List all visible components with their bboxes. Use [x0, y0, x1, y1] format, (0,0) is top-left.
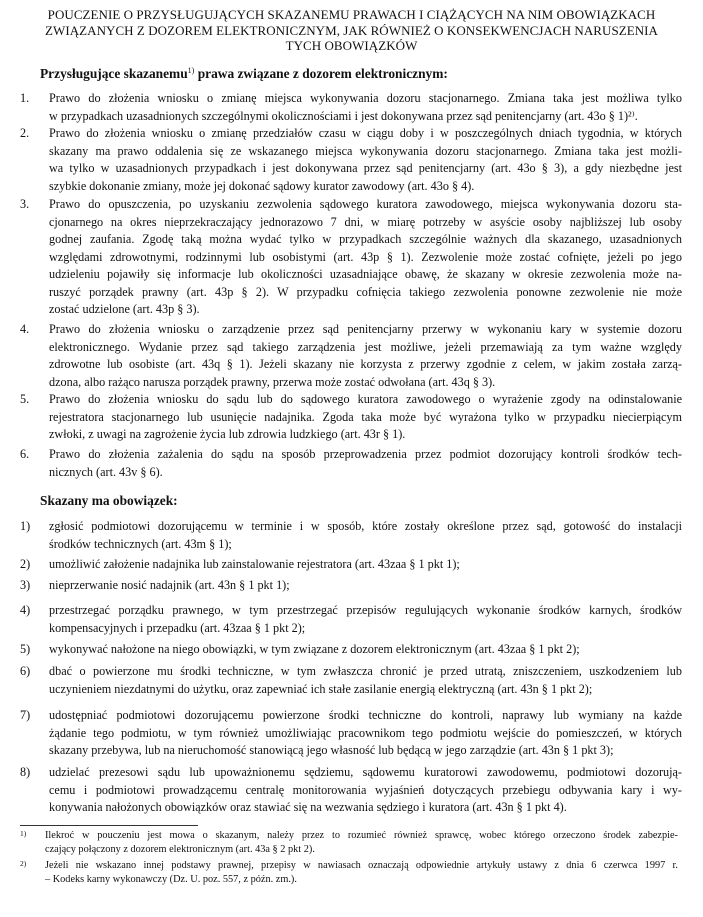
item-text: [49, 602, 682, 637]
item-text: [49, 391, 682, 444]
item-number: 1.: [20, 91, 30, 105]
text-line: Prawo do złożenia wniosku do sądu lub do sądowego kuratora zawodowego o wyrażenie zgody na odinstalowanie: [49, 392, 682, 406]
title-line: ZWIĄZANYCH Z DOZOREM ELEKTRONICZNYM, JAK RÓWNIEŻ O KONSEKWENCJACH NARUSZENIA: [45, 22, 658, 38]
item-text: [49, 90, 682, 125]
text-line: szybkie dokonanie zmiany, może jej dokonać sądowy kurator zawodowy (art. 43o § 4).: [49, 178, 475, 193]
footnote-divider: [20, 825, 198, 826]
text-line: uczynieniem niezdatnymi do użytku, oraz zapewniać ich stałe zasilanie energią elektryczną (art. 43n § 1 pkt 2);: [49, 681, 593, 696]
text-line: skazany przebywa, lub na nieruchomość stanowiącą jego własność lub będącą w jego zarządzie (art. 43n § 1 pkt 3);: [49, 743, 614, 757]
footnote-number: 1): [20, 829, 27, 838]
footnote-line: Jeżeli nie wskazano innej podstawy prawnej, przepisy w nawiasach oznaczają odpowiednie artykuły ustawy z dnia 6 czerwca 1997 r.: [45, 860, 678, 871]
text-line: Prawo do złożenia zażalenia do sądu na sposób przeprowadzenia przez podmiot dozorujący kontroli środków tech-: [49, 447, 682, 461]
item-text: [49, 577, 682, 595]
item-number: 4.: [20, 322, 30, 336]
item-text: [49, 641, 682, 659]
item-number: 6.: [20, 447, 30, 461]
text-line: udzielać prezesowi sądu lub upoważnionemu sędziemu, sądowemu kuratorowi zawodowemu, podmiotowi dozorują-: [49, 765, 682, 779]
title-line: POUCZENIE O PRZYSŁUGUJĄCYCH SKAZANEMU PRAWACH I CIĄŻĄCYCH NA NIM OBOWIĄZKACH: [47, 7, 656, 22]
item-number: 1): [20, 519, 31, 533]
footnote-line: Ilekroć w pouczeniu jest mowa o skazanym, należy przez to rozumieć również sprawcę, wobec którego orzeczono środek zabezpie-: [45, 830, 678, 841]
rights-heading-text-rest: prawa związane z dozorem elektronicznym:: [194, 66, 448, 81]
item-text: [49, 518, 682, 553]
item-number: 2.: [20, 126, 30, 140]
text-line: umożliwić założenie nadajnika lub zainstalowanie rejestratora (art. 43zaa § 1 pkt 1);: [49, 557, 460, 571]
text-line: cemu i podmiotowi prowadzącemu centralę monitorowania wyjaśnień dotyczących przebiegu odbywania kary i wy-: [49, 782, 682, 797]
text-line: skazany ma prawo oddalenia się ze wskazanego miejsca wykonywania dozoru stacjonarnego. Zmiana taka jest możli-: [49, 143, 682, 158]
item-number: 8): [20, 765, 31, 779]
item-number: 4): [20, 603, 31, 617]
item-number: 5.: [20, 392, 30, 406]
footnote-line: – Kodeks karny wykonawczy (Dz. U. poz. 557, z późn. zm.).: [45, 874, 297, 885]
text-line: udostępniać podmiotowi dozorującemu powierzone środki techniczne do kontroli, naprawy lub wymiany na każde: [49, 708, 682, 722]
item-number: 2): [20, 557, 31, 571]
footnote-line: czający połączony z dozorem elektronicznym (art. 43a § 2 pkt 2).: [45, 844, 315, 855]
duties-heading: Skazany ma obowiązek:: [40, 493, 178, 508]
title-line: TYCH OBOWIĄZKÓW: [285, 38, 418, 53]
text-line: godnej zaufania. Zgodę taką można wydać tylko w przypadkach szczególnie ważnych dla skazanego, uzasadnionych: [49, 232, 682, 246]
text-line: wa tylko w uzasadnionych przypadkach i jest dokonywana przez sąd penitencjarny (art. 43o § 3), a gdy niezbędne jest: [49, 161, 682, 175]
item-number: 3.: [20, 197, 30, 211]
text-line: Prawo do złożenia wniosku o zmianę przedziałów czasu w ciągu doby i w poszczególnych dniach tygodnia, w których: [49, 126, 682, 140]
text-line: cjonarnego na okres nieprzekraczający jednorazowo 7 dni, w miarę potrzeby w asyście osoby najbliższej lub osoby: [49, 214, 682, 229]
document-title: [20, 7, 683, 54]
text-line: nieprzerwanie nosić nadajnik (art. 43n § 1 pkt 1);: [49, 578, 290, 592]
item-number: 3): [20, 578, 31, 592]
footnote-text: [45, 829, 678, 857]
rights-heading-text: Przysługujące skazanemu: [40, 66, 188, 81]
text-line: udzieleniu pojawiły się informacje lub okoliczności uzasadniające obawę, że skazany w okresie zezwolenia może na-: [49, 267, 682, 281]
text-line: ruszyć porządek prawny (art. 43p § 2). W przypadku cofnięcia takiego zezwolenia ponowne zezwolenie nie może: [49, 284, 682, 299]
text-line: środków technicznych (art. 43m § 1);: [49, 536, 232, 551]
item-text: [49, 663, 682, 698]
text-line: zgłosić podmiotowi dozorującemu w terminie i w sposób, które zostały określone przez sąd, gotowość do instalacji: [49, 519, 682, 533]
item-number: 5): [20, 642, 31, 656]
text-line: rejestratora stacjonarnego lub usunięcie nadajnika. Zgoda taka może być wyrażona tylko w przypadku niecierpiącym: [49, 409, 682, 424]
item-text: [49, 125, 682, 195]
item-text: [49, 196, 682, 319]
text-line: Prawo do złożenia wniosku o zarządzenie przez sąd penitencjarny przerwy w wykonaniu kary w systemie dozoru: [49, 322, 682, 336]
text-line: dbać o powierzone mu środki techniczne, w tym zwłaszcza chronić je przed utratą, zniszczeniem, uszkodzeniem lub: [49, 664, 682, 678]
footnote-text: [45, 859, 678, 887]
text-line: Prawo do złożenia wniosku o zmianę miejsca wykonywania dozoru stacjonarnego. Zmiana taka jest możliwa tylko: [49, 91, 682, 105]
text-line: względami zdrowotnymi, rodzinnymi lub osobistymi (art. 43p § 1). Zezwolenie może zostać cofnięte, jeżeli po jego: [49, 249, 682, 264]
item-number: 6): [20, 664, 31, 678]
item-number: 7): [20, 708, 31, 722]
text-line: przestrzegać porządku prawnego, w tym przestrzegać przepisów regulujących wykonanie środków karnych, środków: [49, 603, 682, 617]
item-text: [49, 556, 682, 574]
item-text: [49, 764, 682, 817]
text-line: kompensacyjnych i przepadku (art. 43zaa § 1 pkt 2);: [49, 620, 306, 635]
rights-heading: [40, 66, 448, 82]
footnote-number: 2): [20, 859, 27, 868]
text-line: wykonywać nałożone na niego obowiązki, w tym związane z dozorem elektronicznym (art. 43zaa § 1 pkt 2);: [49, 642, 580, 656]
item-text: [49, 707, 682, 760]
text-line: nicznych (art. 43v § 6).: [49, 464, 163, 479]
text-line: żądanie tego podmiotu, w tym również umożliwiając pracownikom tego podmiotu wejście do pomieszczeń, w których: [49, 725, 682, 740]
text-line: zwłoki, z uwagi na zagrożenie życia lub zdrowia ludzkiego (art. 43r § 1).: [49, 427, 406, 441]
text-line: elektronicznego. Wydanie przez sąd takiego zarządzenia jest możliwe, jeżeli przemawiają za tym ważne względy: [49, 339, 682, 354]
text-line: w przypadkach uzasadnionych szczególnymi okolicznościami i jest dokonywana przez sąd penitencjarny (art. 43o § 1)²⁾.: [49, 108, 638, 123]
text-line: konywania nałożonych obowiązków oraz stawiać się na wezwania sędziego i kuratora (art. 43n § 1 pkt 4).: [49, 800, 567, 814]
text-line: zostać udzielone (art. 43p § 3).: [49, 302, 200, 316]
footnote-ref: 1): [187, 66, 195, 75]
text-line: zdrowotne lub osobiste (art. 43q § 1). Jeżeli skazany nie korzysta z przerwy zgodnie z celem, w jakim została zarzą-: [49, 357, 682, 371]
item-text: [49, 446, 682, 481]
text-line: dzona, albo rażąco narusza porządek prawny, przerwa może zostać odwołana (art. 43q § 3).: [49, 374, 496, 389]
text-line: Prawo do opuszczenia, po uzyskaniu zezwolenia sądowego kuratora zawodowego, miejsca wykonywania dozoru sta-: [49, 197, 682, 211]
item-text: [49, 321, 682, 391]
